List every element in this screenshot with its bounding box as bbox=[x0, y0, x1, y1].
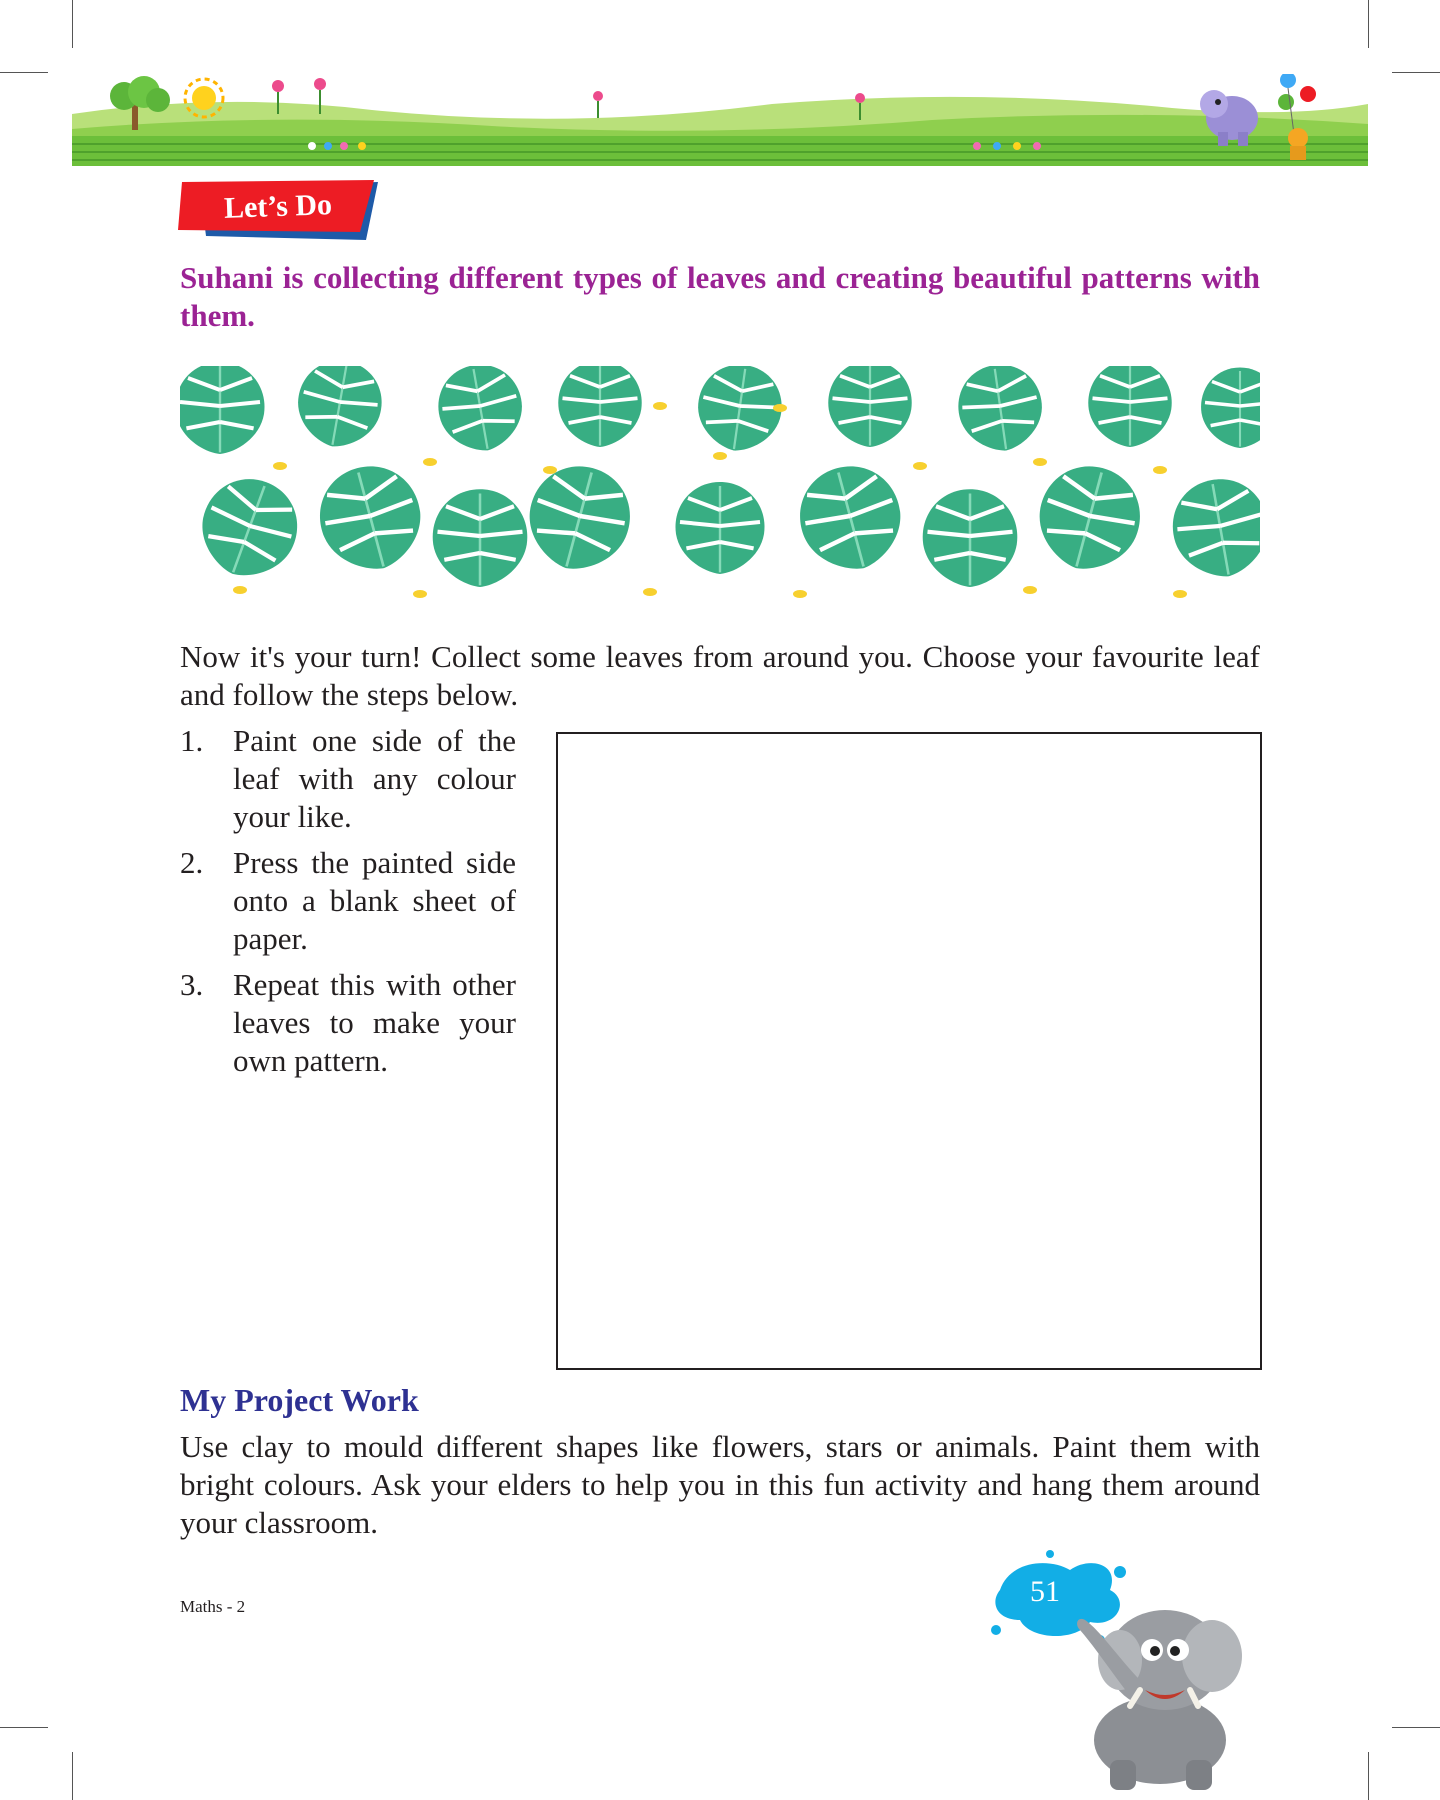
crop-mark bbox=[72, 1752, 73, 1800]
project-title: My Project Work bbox=[180, 1382, 419, 1418]
book-label: Maths - 2 bbox=[180, 1597, 246, 1616]
crop-mark bbox=[1368, 0, 1369, 48]
step-text: Paint one side of the leaf with any colour your like. bbox=[233, 723, 516, 834]
step-text: Press the painted side onto a blank sheet of paper. bbox=[233, 845, 516, 956]
crop-mark bbox=[0, 1727, 48, 1728]
cartoon-cat-icon bbox=[1288, 128, 1308, 160]
list-item bbox=[180, 722, 516, 836]
lets-do-badge bbox=[178, 180, 378, 242]
drawing-box bbox=[556, 732, 1262, 1370]
intro-text: Suhani is collecting different types of leaves and creating beautiful patterns with them. bbox=[180, 260, 1260, 333]
elephant-body bbox=[1077, 1610, 1242, 1790]
leaf-pattern-illustration bbox=[180, 366, 1260, 602]
monstera-leaves bbox=[180, 366, 1260, 602]
crop-mark bbox=[72, 0, 73, 48]
steps-list bbox=[180, 722, 516, 1088]
step-number: 1. bbox=[180, 723, 204, 758]
header-banner bbox=[72, 74, 1368, 166]
activity-instructions: Now it's your turn! Collect some leaves from around you. Choose your favourite leaf and follow the steps below. bbox=[180, 639, 1260, 712]
step-text: Repeat this with other leaves to make your own pattern. bbox=[233, 967, 516, 1078]
project-text: Use clay to mould different shapes like flowers, stars or animals. Paint them with bright colours. Ask your elders to help you in this fun activity and hang them around your classroom. bbox=[180, 1429, 1260, 1540]
step-number: 2. bbox=[180, 845, 204, 880]
lets-do-label: Let’s Do bbox=[223, 188, 333, 225]
crop-mark bbox=[1368, 1752, 1369, 1800]
crop-mark bbox=[1392, 1727, 1440, 1728]
step-number: 3. bbox=[180, 967, 204, 1002]
crop-mark bbox=[0, 72, 48, 73]
meadow-illustration bbox=[72, 74, 1368, 166]
page-number: 51 bbox=[1030, 1575, 1060, 1608]
crop-mark bbox=[1392, 72, 1440, 73]
list-item bbox=[180, 966, 516, 1080]
list-item bbox=[180, 844, 516, 958]
